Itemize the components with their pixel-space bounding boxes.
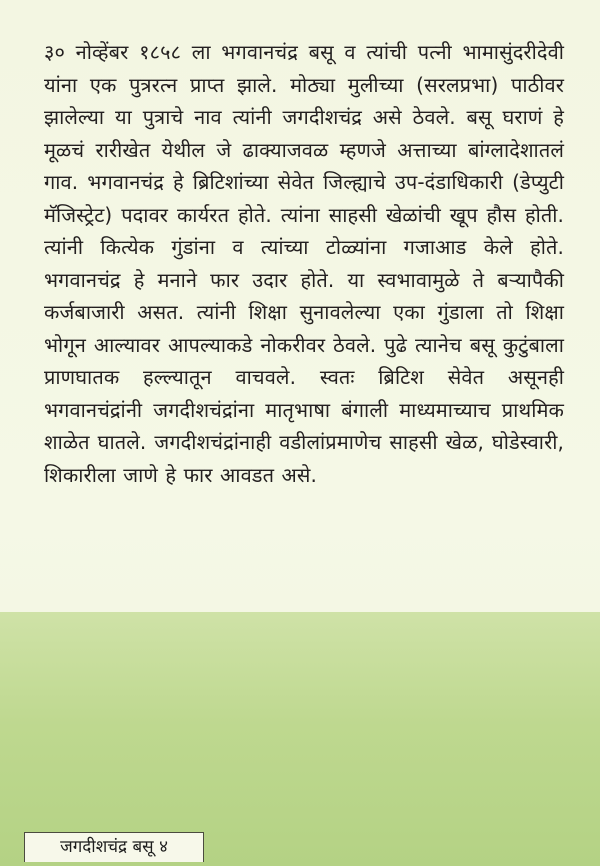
- body-paragraph: ३० नोव्हेंबर १८५८ ला भगवानचंद्र बसू व त्यांची पत्नी भामासुंदरीदेवी यांना एक पुत्ररत्न प्राप्त झाले. मोठ्या मुलीच्या (सरलप्रभा) पाठीवर झालेल्या या पुत्राचे नाव त्यांनी जगदीशचंद्र असे ठेवले. बसू घराणं हे मूळचं रारीखेत येथील जे ढाक्याजवळ म्हणजे अत्ताच्या बांग्लादेशातलं गाव. भगवानचंद्र हे ब्रिटिशांच्या सेवेत जिल्ह्याचे उप-दंडाधिकारी (डेप्युटी मॅजिस्ट्रेट) पदावर कार्यरत होते. त्यांना साहसी खेळांची खूप हौस होती. त्यांनी कित्येक गुंडांना व त्यांच्या टोळ्यांना गजाआड केले होते. भगवानचंद्र हे मनाने फार उदार होते. या स्वभावामुळे ते बऱ्यापैकी कर्जबाजारी असत. त्यांनी शिक्षा सुनावलेल्या एका गुंडाला तो शिक्षा भोगून आल्यावर आपल्याकडे नोकरीवर ठेवले. पुढे त्यानेच बसू कुटुंबाला प्राणघातक हल्ल्यातून वाचवले. स्वतः ब्रिटिश सेवेत असूनही भगवानचंद्रांनी जगदीशचंद्रांना मातृभाषा बंगाली माध्यमाच्याच प्राथमिक शाळेत घातले. जगदीशचंद्रांनाही वडीलांप्रमाणेच साहसी खेळ, घोडेस्वारी, शिकारीला जाणे हे फार आवडत असे.: [44, 40, 564, 487]
- page-footer-label: जगदीशचंद्र बसू ४: [24, 832, 204, 862]
- decorative-green-band: [0, 612, 600, 866]
